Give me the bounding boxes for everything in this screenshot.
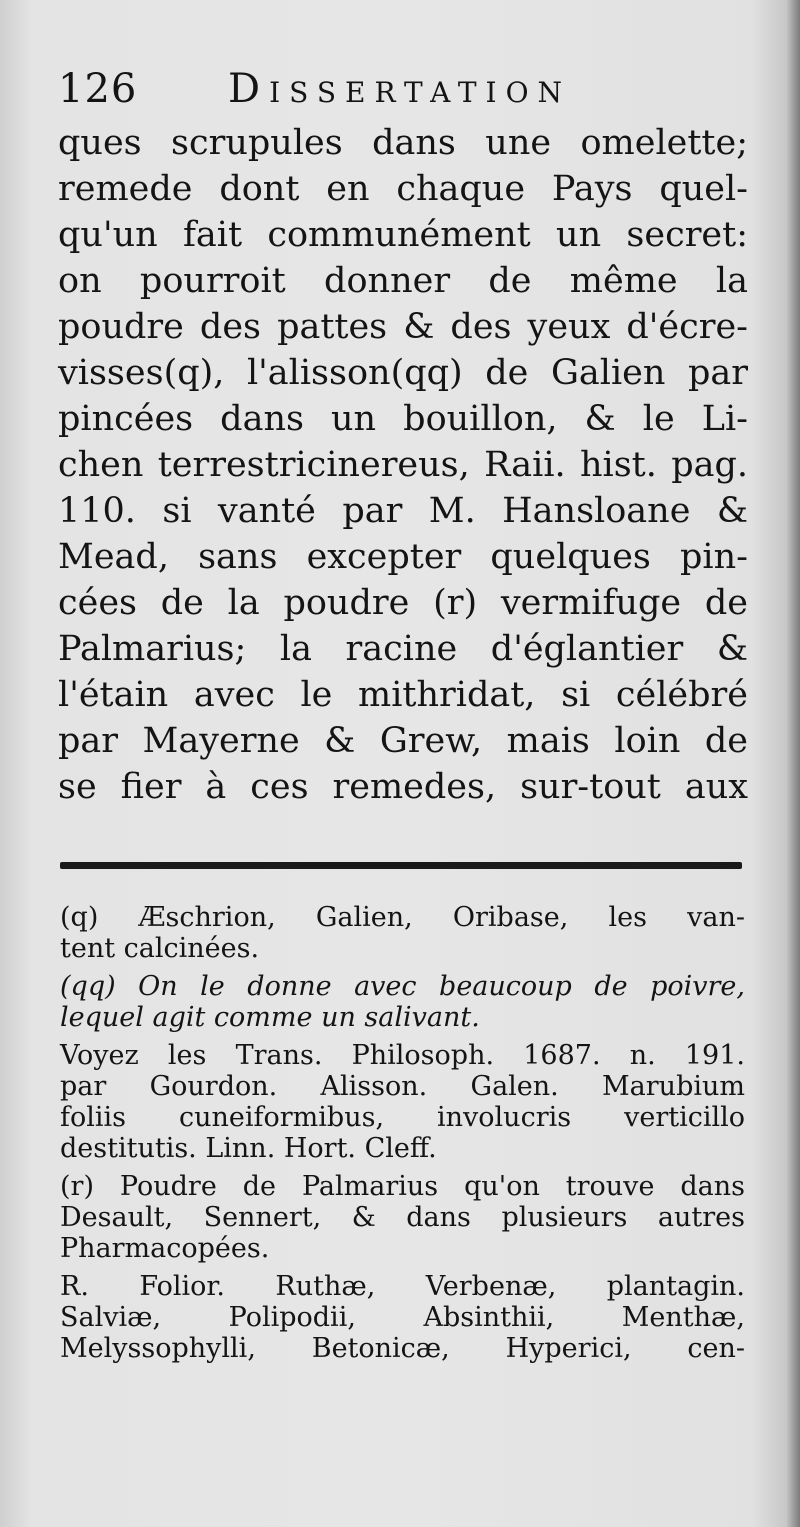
body-line: se fier à ces remedes, sur-tout aux bbox=[58, 767, 748, 807]
footnote-r: (r) Poudre de Palmarius qu'on trouve dans bbox=[60, 1171, 745, 1202]
recipe-line: R. Folior. Ruthæ, Verbenæ, plantagin. bbox=[60, 1271, 745, 1302]
page-number: 126 bbox=[58, 66, 138, 112]
footnote-voyez-cont: destitutis. Linn. Hort. Cleff. bbox=[60, 1133, 437, 1164]
body-line: ques scrupules dans une omelette; bbox=[58, 123, 748, 163]
body-line: l'étain avec le mithridat, si célébré bbox=[58, 675, 748, 715]
body-line: poudre des pattes & des yeux d'écre- bbox=[58, 307, 748, 347]
footnotes bbox=[60, 902, 745, 1364]
footnote-r-cont: Desault, Sennert, & dans plusieurs autres bbox=[60, 1202, 745, 1233]
body-line: remede dont en chaque Pays quel- bbox=[58, 169, 748, 209]
body-line: Palmarius; la racine d'églantier & bbox=[58, 629, 748, 669]
body-line: visses(q), l'alisson(qq) de Galien par bbox=[58, 353, 748, 393]
footnote-qq-cont: lequel agit comme un salivant. bbox=[60, 1002, 480, 1033]
page-edge-shadow bbox=[786, 0, 800, 1527]
footnote-q-cont: tent calcinées. bbox=[60, 933, 260, 964]
recipe-line: Melyssophylli, Betonicæ, Hyperici, cen- bbox=[60, 1333, 745, 1364]
body-line: chen terrestricinereus, Raii. hist. pag. bbox=[58, 445, 748, 485]
body-line: cées de la poudre (r) vermifuge de bbox=[58, 583, 748, 623]
footnote-qq: (qq) On le donne avec beaucoup de poivre, bbox=[60, 971, 745, 1002]
body-line: on pourroit donner de même la bbox=[58, 261, 748, 301]
footnote-q: (q) Æschrion, Galien, Oribase, les van- bbox=[60, 902, 745, 933]
body-line: par Mayerne & Grew, mais loin de bbox=[58, 721, 748, 761]
recipe-line: Salviæ, Polipodii, Absinthii, Menthæ, bbox=[60, 1302, 745, 1333]
running-head: Dissertation bbox=[228, 66, 572, 112]
footnote-voyez: Voyez les Trans. Philosoph. 1687. n. 191. bbox=[60, 1040, 745, 1071]
footnote-voyez-cont: par Gourdon. Alisson. Galen. Marubium bbox=[60, 1071, 745, 1102]
body-line: Mead, sans excepter quelques pin- bbox=[58, 537, 748, 577]
footnote-r-cont: Pharmacopées. bbox=[60, 1233, 270, 1264]
body-line: qu'un fait communément un secret: bbox=[58, 215, 748, 255]
footnote-voyez-cont: foliis cuneiformibus, involucris verticillo bbox=[60, 1102, 745, 1133]
footnote-rule bbox=[60, 862, 742, 869]
body-line: 110. si vanté par M. Hansloane & bbox=[58, 491, 748, 531]
body-text bbox=[58, 120, 748, 810]
page-header bbox=[58, 66, 758, 126]
body-line: pincées dans un bouillon, & le Li- bbox=[58, 399, 748, 439]
